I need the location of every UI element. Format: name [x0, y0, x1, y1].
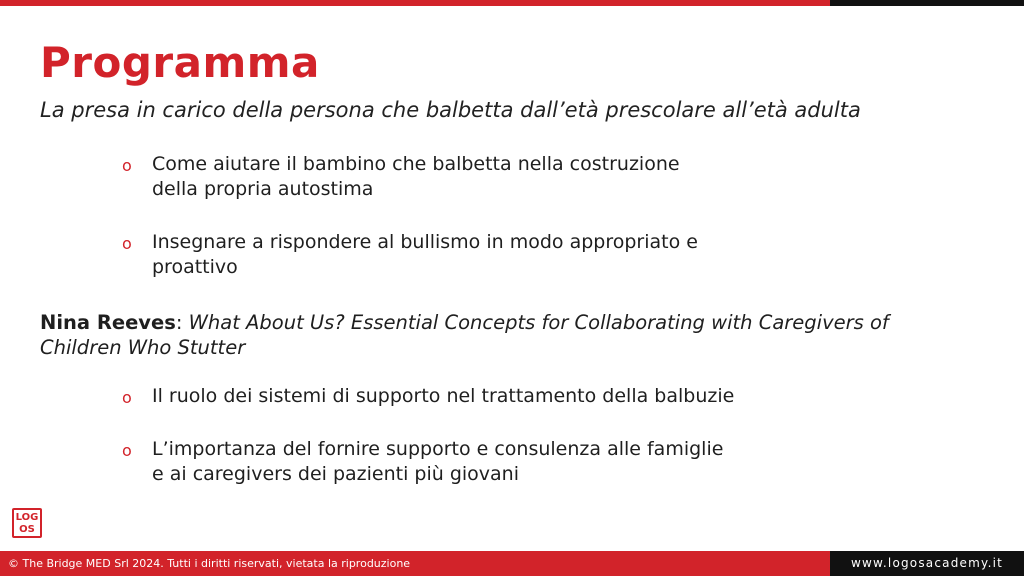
logo-text-bottom: OS [19, 524, 35, 535]
bullet-circle-icon: o [122, 441, 132, 460]
talk-title-line: Children Who Stutter [40, 336, 246, 359]
list-item [122, 384, 862, 409]
topic-list-1 [122, 152, 862, 308]
list-item-line: Il ruolo dei sistemi di supporto nel trattamento della balbuzie [152, 385, 735, 407]
page-title: Programma [40, 38, 320, 87]
list-item-line: Come aiutare il bambino che balbetta nella costruzione [152, 153, 680, 175]
logos-logo [12, 508, 42, 538]
list-item-line: proattivo [152, 256, 238, 278]
list-item-line: e ai caregivers dei pazienti più giovani [152, 463, 520, 485]
top-accent-bar-black [830, 0, 1024, 6]
speaker-name: Nina Reeves [40, 311, 176, 334]
list-item [122, 152, 862, 202]
bullet-circle-icon: o [122, 388, 132, 407]
speaker-block [40, 310, 980, 360]
footer-copyright: © The Bridge MED Srl 2024. Tutti i diritti riservati, vietata la riproduzione [0, 551, 830, 576]
logo-text-top: LOG [15, 512, 39, 523]
list-item [122, 230, 862, 280]
footer-website-link[interactable]: www.logosacademy.it [830, 551, 1024, 576]
list-item-line: L’importanza del fornire supporto e consulenza alle famiglie [152, 438, 724, 460]
bullet-circle-icon: o [122, 234, 132, 253]
talk-title-line: What About Us? Essential Concepts for Collaborating with Caregivers of [188, 311, 889, 334]
topic-list-2 [122, 384, 862, 515]
list-item [122, 437, 862, 487]
list-item-line: Insegnare a rispondere al bullismo in modo appropriato e [152, 231, 698, 253]
list-item-line: della propria autostima [152, 178, 374, 200]
bullet-circle-icon: o [122, 156, 132, 175]
top-accent-bar-red [0, 0, 830, 6]
page-subtitle: La presa in carico della persona che balbetta dall’età prescolare all’età adulta [40, 98, 861, 122]
speaker-separator: : [175, 311, 189, 334]
